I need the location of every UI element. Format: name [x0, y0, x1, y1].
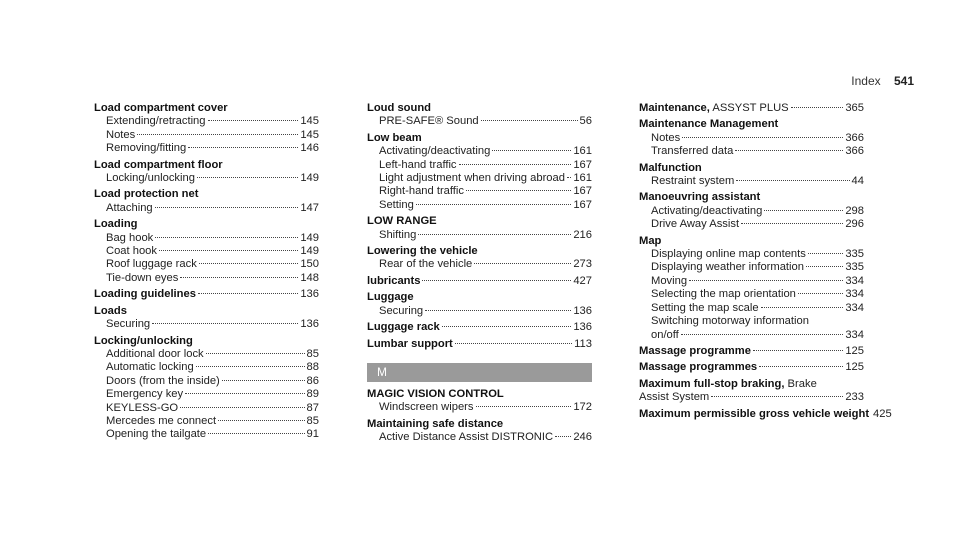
dot-leader — [137, 134, 298, 135]
entry-text — [639, 345, 751, 358]
entry-text: Bag hook — [106, 231, 154, 244]
page-ref: 335 — [845, 248, 864, 261]
sub-entry — [639, 145, 864, 158]
page-ref: 136 — [573, 304, 592, 317]
entry-text — [367, 321, 440, 334]
entry-text: Emergency key — [106, 388, 184, 401]
page-ref: 216 — [573, 228, 592, 241]
sub-entry — [94, 129, 319, 142]
entry-heading: Load compartment cover — [94, 102, 228, 114]
index-entry — [94, 102, 319, 156]
section-letter-bar: M — [367, 363, 592, 382]
entry-line — [639, 407, 892, 421]
entry-text: Left-hand traffic — [379, 158, 457, 171]
dot-leader — [416, 204, 571, 205]
entry-heading: Loading guidelines — [94, 288, 196, 301]
entry-heading: Luggage rack — [367, 321, 440, 334]
sub-entry — [639, 302, 864, 315]
entry-text — [367, 338, 453, 351]
page-ref: 366 — [845, 131, 864, 144]
entry-heading: Luggage — [367, 291, 414, 304]
entry-text — [94, 288, 196, 301]
entry-heading: Malfunction — [639, 161, 702, 174]
dot-leader — [218, 420, 304, 421]
dot-leader — [418, 234, 571, 235]
entry-line — [94, 288, 319, 301]
dot-leader — [180, 277, 298, 278]
dot-leader — [208, 120, 299, 121]
index-entry — [367, 275, 592, 288]
dot-leader — [492, 150, 571, 151]
page-ref: 334 — [845, 301, 864, 314]
entry-text: Selecting the map orientation — [651, 288, 796, 301]
dot-leader — [761, 307, 844, 308]
sub-entry — [94, 402, 319, 415]
entry-text: on/off — [651, 328, 679, 341]
page-ref: 335 — [845, 261, 864, 274]
entry-line — [367, 275, 592, 288]
page-ref: 366 — [845, 145, 864, 158]
page-ref: 87 — [306, 401, 319, 414]
sub-entry — [94, 415, 319, 428]
entry-text: Additional door lock — [106, 347, 204, 360]
index-entry — [639, 345, 864, 358]
entry-text: Activating/deactivating — [651, 204, 763, 217]
index-entry — [367, 338, 592, 351]
index-entry — [367, 388, 592, 415]
index-entry — [94, 288, 319, 301]
page-ref: 150 — [300, 258, 319, 271]
entry-text: Securing — [379, 304, 424, 317]
entry-heading: Load protection net — [94, 188, 199, 201]
page-ref: 334 — [845, 288, 864, 301]
entry-text: Notes — [106, 128, 136, 141]
index-entry — [639, 407, 892, 421]
dot-leader — [764, 210, 843, 211]
page-ref: 125 — [845, 344, 864, 357]
dot-leader — [681, 334, 844, 335]
dot-leader — [735, 150, 843, 151]
page-ref: 136 — [300, 288, 319, 301]
entry-text: Tie-down eyes — [106, 271, 179, 284]
page-ref: 44 — [851, 175, 864, 188]
dot-leader — [711, 396, 843, 397]
entry-line — [639, 391, 864, 404]
page-ref: 145 — [300, 128, 319, 141]
page-ref: 125 — [845, 361, 864, 374]
entry-text: Attaching — [106, 201, 153, 214]
page-ref: 85 — [306, 347, 319, 360]
page-ref: 427 — [573, 274, 592, 287]
entry-text — [639, 361, 757, 374]
dot-leader — [806, 266, 843, 267]
entry-text: Rear of the vehicle — [379, 258, 473, 271]
dot-leader — [791, 107, 844, 108]
sub-entry — [367, 229, 592, 242]
dot-leader — [199, 263, 299, 264]
entry-heading: Loading — [94, 218, 138, 231]
sub-entry — [639, 329, 864, 342]
entry-heading: Load compartment floor — [94, 158, 223, 171]
page-ref: 167 — [573, 198, 592, 211]
sub-entry — [639, 261, 864, 274]
sub-entry — [94, 258, 319, 271]
sub-entry — [639, 288, 864, 301]
sub-entry — [367, 199, 592, 212]
page-ref: 147 — [300, 201, 319, 214]
entry-heading: MAGIC VISION CONTROL — [367, 387, 504, 400]
dot-leader — [155, 207, 299, 208]
entry-text: KEYLESS-GO — [106, 401, 179, 414]
index-entry — [94, 218, 319, 285]
entry-heading: lubricants — [367, 274, 421, 287]
entry-heading: Maximum permissible gross vehicle weight — [639, 407, 870, 420]
dot-leader — [185, 393, 304, 394]
page-ref: 425 — [873, 407, 892, 420]
entry-heading: Maintenance, — [639, 102, 710, 114]
index-entry — [367, 102, 592, 129]
index-entry — [639, 162, 864, 189]
dot-leader — [180, 407, 304, 408]
dot-leader — [759, 366, 843, 367]
page-ref: 146 — [300, 142, 319, 155]
index-entry — [639, 191, 864, 231]
entry-heading: Manoeuvring assistant — [639, 191, 761, 204]
page-ref: 334 — [845, 274, 864, 287]
entry-text: Automatic locking — [106, 361, 194, 374]
entry-heading: Maintaining safe distance — [367, 417, 504, 430]
sub-entry — [639, 175, 864, 188]
page-ref: 172 — [573, 401, 592, 414]
entry-text: Maximum full-stop braking, Brake — [639, 377, 817, 390]
entry-heading: Low beam — [367, 131, 422, 144]
dot-leader — [198, 293, 298, 294]
page-ref: 149 — [300, 231, 319, 244]
index-entry — [367, 418, 592, 445]
dot-leader — [425, 310, 571, 311]
page-ref: 365 — [845, 102, 864, 114]
sub-entry — [367, 431, 592, 444]
dot-leader — [567, 177, 571, 178]
dot-leader — [753, 350, 843, 351]
page-ref: 246 — [573, 431, 592, 444]
page-ref: 136 — [300, 318, 319, 331]
entry-text: Restraint system — [651, 175, 735, 188]
index-column-3 — [639, 102, 892, 424]
entry-text: Roof luggage rack — [106, 258, 197, 271]
entry-text — [367, 275, 420, 288]
dot-leader — [741, 223, 843, 224]
dot-leader — [798, 293, 843, 294]
page-ref: 149 — [300, 245, 319, 258]
entry-text: Transferred data — [651, 145, 734, 158]
entry-text: Light adjustment when driving abroad — [379, 172, 565, 185]
page-ref: 86 — [306, 374, 319, 387]
sub-entry — [94, 202, 319, 215]
sub-entry — [639, 218, 864, 231]
entry-heading: Massage programme — [639, 344, 751, 357]
dot-leader — [206, 353, 305, 354]
entry-text: PRE-SAFE® Sound — [379, 115, 479, 128]
page-ref: 298 — [845, 204, 864, 217]
page-ref: 273 — [573, 258, 592, 271]
entry-line — [367, 338, 592, 351]
entry-text: Setting — [379, 198, 414, 211]
page-ref: 167 — [573, 158, 592, 171]
dot-leader — [455, 343, 572, 344]
entry-text: Opening the tailgate — [106, 428, 207, 441]
dot-leader — [682, 137, 843, 138]
entry-text: Notes — [651, 131, 681, 144]
index-entry — [639, 235, 864, 342]
sub-entry — [94, 245, 319, 258]
dot-leader — [689, 280, 843, 281]
entry-text: Doors (from the inside) — [106, 374, 220, 387]
dot-leader — [459, 164, 572, 165]
sub-entry — [94, 388, 319, 401]
page-ref: 85 — [306, 414, 319, 427]
dot-leader — [188, 147, 298, 148]
index-entry — [639, 102, 864, 115]
index-entry — [639, 361, 864, 374]
entry-text: Extending/retracting — [106, 115, 206, 128]
page-header — [851, 75, 914, 88]
sub-entry — [94, 142, 319, 155]
page-ref: 161 — [573, 172, 592, 185]
sub-entry — [639, 132, 864, 145]
entry-text: Switching motorway information — [651, 315, 809, 328]
page-ref: 161 — [573, 145, 592, 158]
dot-leader — [442, 326, 572, 327]
entry-line — [639, 102, 864, 115]
index-entry — [94, 159, 319, 186]
entry-line — [639, 378, 864, 391]
entry-text: Mercedes me connect — [106, 414, 217, 427]
sub-entry — [367, 159, 592, 172]
sub-entry — [367, 258, 592, 271]
dot-leader — [196, 366, 305, 367]
sub-entry — [94, 172, 319, 185]
entry-text: Maintenance, ASSYST PLUS — [639, 102, 789, 114]
entry-text: Displaying online map contents — [651, 248, 806, 261]
sub-entry — [639, 275, 864, 288]
entry-heading: Massage programmes — [639, 361, 758, 374]
dot-leader — [474, 263, 571, 264]
index-entry — [367, 245, 592, 272]
dot-leader — [476, 406, 572, 407]
sub-entry — [94, 232, 319, 245]
entry-heading: Locking/unlocking — [94, 334, 193, 347]
dot-leader — [208, 433, 304, 434]
dot-leader — [466, 190, 571, 191]
page-ref: 113 — [574, 337, 592, 350]
entry-heading: Lumbar support — [367, 337, 453, 350]
entry-heading: Map — [639, 234, 662, 247]
entry-heading: Maximum full-stop braking, — [639, 377, 785, 390]
entry-text: Windscreen wipers — [379, 401, 474, 414]
entry-text: Activating/deactivating — [379, 145, 491, 158]
sub-entry — [94, 272, 319, 285]
entry-heading: Lowering the vehicle — [367, 245, 478, 258]
index-entry — [639, 118, 864, 158]
entry-heading: Loads — [94, 304, 127, 317]
sub-entry — [94, 361, 319, 374]
page-ref: 334 — [845, 328, 864, 341]
entry-text: Setting the map scale — [651, 301, 759, 314]
index-entry — [639, 378, 864, 405]
dot-leader — [159, 250, 298, 251]
index-entry — [94, 188, 319, 215]
entry-text: Securing — [106, 318, 151, 331]
sub-entry — [639, 205, 864, 218]
page-ref: 89 — [306, 388, 319, 401]
page-ref: 56 — [579, 115, 592, 128]
index-column-1 — [94, 102, 319, 445]
entry-text — [639, 408, 869, 421]
sub-entry — [367, 115, 592, 128]
index-entry — [367, 321, 592, 334]
entry-line — [367, 321, 592, 334]
dot-leader — [422, 280, 571, 281]
sub-entry — [639, 248, 864, 261]
entry-heading: Maintenance Management — [639, 118, 779, 131]
entry-text: Right-hand traffic — [379, 185, 464, 198]
sub-entry — [367, 401, 592, 414]
dot-leader — [736, 180, 849, 181]
page-ref: 145 — [300, 115, 319, 128]
index-entry — [367, 215, 592, 242]
sub-entry — [94, 375, 319, 388]
index-entry — [367, 291, 592, 318]
entry-text: Coat hook — [106, 245, 157, 258]
dot-leader — [155, 237, 298, 238]
sub-entry — [367, 145, 592, 158]
page-ref: 167 — [573, 185, 592, 198]
page-ref: 149 — [300, 172, 319, 185]
page-number: 541 — [893, 74, 914, 88]
entry-text: Moving — [651, 274, 688, 287]
page-ref: 91 — [306, 428, 319, 441]
dot-leader — [197, 177, 298, 178]
page-ref: 136 — [573, 321, 592, 334]
sub-entry — [94, 428, 319, 441]
sub-entry — [367, 185, 592, 198]
entry-heading: Loud sound — [367, 102, 432, 114]
page-ref: 88 — [306, 361, 319, 374]
header-label: Index — [851, 74, 881, 88]
entry-text: Removing/fitting — [106, 142, 187, 155]
page-ref: 148 — [300, 271, 319, 284]
entry-text: Locking/unlocking — [106, 172, 195, 185]
entry-line — [639, 345, 864, 358]
sub-entry — [367, 305, 592, 318]
dot-leader — [152, 323, 298, 324]
index-entry — [94, 305, 319, 332]
entry-heading: LOW RANGE — [367, 215, 437, 228]
entry-text: Active Distance Assist DISTRONIC — [379, 431, 554, 444]
index-entry — [94, 335, 319, 442]
page-ref: 233 — [845, 391, 864, 404]
sub-entry — [639, 315, 864, 328]
dot-leader — [222, 380, 305, 381]
sub-entry — [94, 348, 319, 361]
sub-entry — [367, 172, 592, 185]
dot-leader — [481, 120, 578, 121]
dot-leader — [808, 253, 843, 254]
index-entry — [367, 132, 592, 212]
entry-line — [639, 361, 864, 374]
page-ref: 296 — [845, 218, 864, 231]
sub-entry — [94, 318, 319, 331]
sub-entry — [94, 115, 319, 128]
entry-text: Drive Away Assist — [651, 218, 740, 231]
entry-text: Assist System — [639, 391, 710, 404]
entry-text: Displaying weather information — [651, 261, 804, 274]
index-column-2 — [367, 102, 592, 448]
entry-text: Shifting — [379, 228, 417, 241]
dot-leader — [555, 436, 571, 437]
